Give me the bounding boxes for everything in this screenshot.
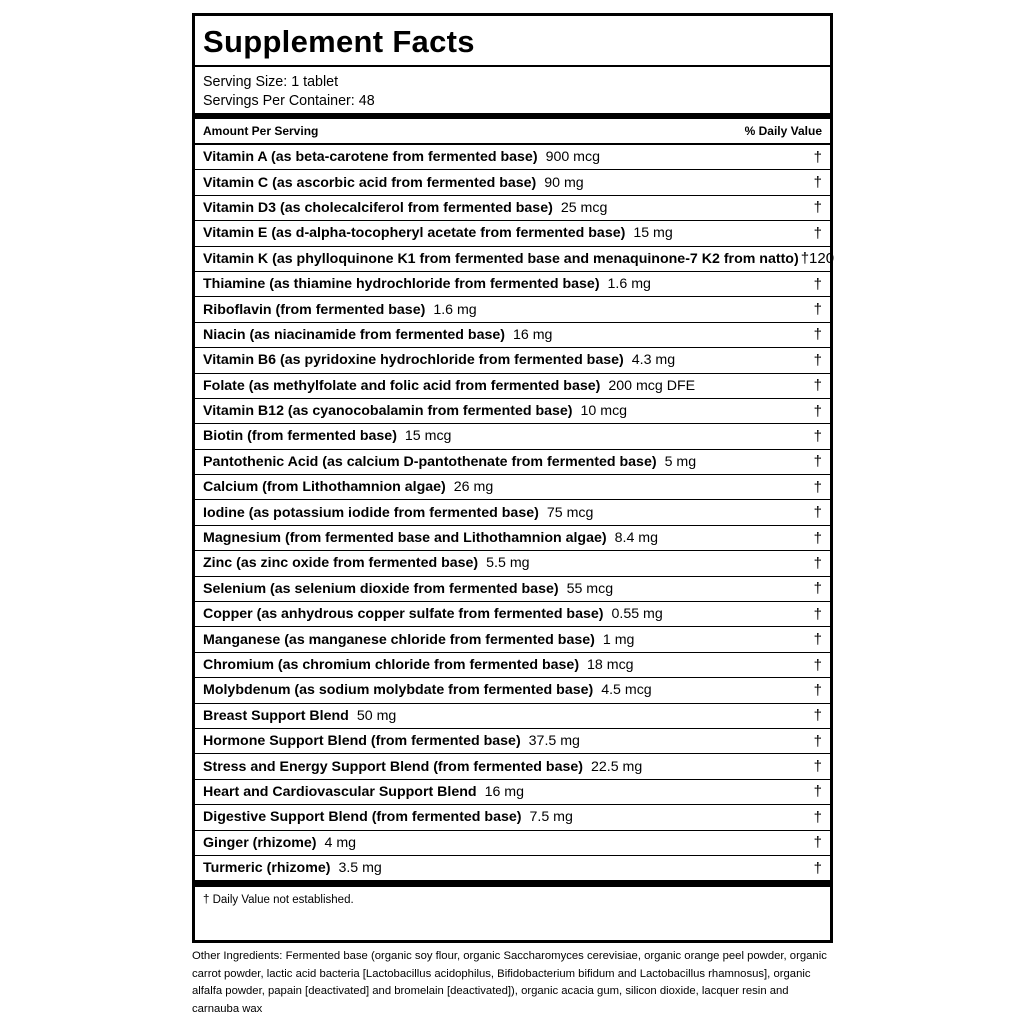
nutrient-daily-value: † bbox=[813, 174, 822, 192]
nutrient-name: Zinc (as zinc oxide from fermented base) bbox=[203, 555, 479, 572]
nutrient-name: Vitamin E (as d-alpha-tocopheryl acetate from fermented base) bbox=[203, 225, 626, 242]
nutrient-amount: 5.5 mg bbox=[486, 555, 530, 572]
nutrient-name: Vitamin D3 (as cholecalciferol from fermented base) bbox=[203, 199, 553, 216]
nutrient-amount: 16 mg bbox=[512, 326, 553, 343]
nutrient-list bbox=[195, 145, 835, 881]
nutrient-row bbox=[195, 170, 830, 195]
nutrient-name: Thiamine (as thiamine hydrochloride from fermented base) bbox=[203, 276, 600, 293]
nutrient-amount: 15 mg bbox=[633, 225, 673, 242]
nutrient-name: Vitamin C (as ascorbic acid from fermented base) bbox=[203, 174, 537, 191]
nutrient-daily-value: † bbox=[813, 402, 822, 420]
nutrient-row bbox=[195, 475, 830, 500]
nutrient-name: Chromium (as chromium chloride from fermented base) bbox=[203, 657, 580, 673]
nutrient-row bbox=[195, 627, 830, 652]
nutrient-name: Niacin (as niacinamide from fermented base) bbox=[203, 326, 505, 343]
nutrient-row bbox=[195, 196, 830, 221]
nutrient-daily-value: †120 bbox=[800, 250, 835, 268]
nutrient-row bbox=[195, 272, 830, 297]
nutrient-daily-value: † bbox=[813, 224, 822, 242]
nutrient-name: Calcium (from Lithothamnion algae) bbox=[203, 479, 446, 496]
nutrient-row bbox=[195, 297, 830, 322]
nutrient-daily-value: † bbox=[813, 631, 822, 649]
nutrient-daily-value: † bbox=[813, 529, 822, 547]
nutrient-daily-value: † bbox=[813, 681, 822, 699]
nutrient-daily-value: † bbox=[813, 148, 822, 166]
nutrient-daily-value: † bbox=[813, 554, 822, 572]
nutrient-name: Iodine (as potassium iodide from fermented base) bbox=[203, 504, 539, 521]
other-ingredients: Other Ingredients: Fermented base (organic soy flour, organic Saccharomyces cerevisiae, organic orange peel powder, organic carrot powder, lactic acid bacteria [Lactobacillus acidophilus, Bifidobacterium bifidum and Lactobacillus rhamnosus], organic alfalfa powder, papain [deactivated] and bromelain [deactivated]), organic acacia gum, silicon dioxide, lacquer resin and carnauba wax bbox=[192, 950, 827, 1015]
nutrient-daily-value: † bbox=[813, 351, 822, 369]
nutrient-amount: 25 mcg bbox=[560, 199, 608, 216]
nutrient-daily-value: † bbox=[813, 275, 822, 293]
nutrient-name: Magnesium (from fermented base and Lithothamnion algae) bbox=[203, 530, 607, 547]
nutrient-name: Selenium (as selenium dioxide from fermented base) bbox=[203, 580, 559, 597]
nutrient-name: Digestive Support Blend (from fermented base) bbox=[203, 809, 522, 826]
nutrient-daily-value: † bbox=[813, 326, 822, 344]
nutrient-amount: 7.5 mg bbox=[529, 809, 573, 826]
nutrient-row bbox=[195, 704, 830, 729]
nutrient-row bbox=[195, 856, 830, 881]
nutrient-daily-value: † bbox=[813, 707, 822, 725]
nutrient-amount: 15 mcg bbox=[404, 428, 452, 445]
daily-value-label: % Daily Value bbox=[744, 124, 822, 138]
nutrient-row bbox=[195, 729, 830, 754]
servings-per-container: Servings Per Container: 48 bbox=[203, 93, 375, 109]
nutrient-daily-value: † bbox=[813, 301, 822, 319]
nutrient-row bbox=[195, 145, 830, 170]
nutrient-name: Stress and Energy Support Blend (from fermented base) bbox=[203, 758, 583, 775]
nutrient-row bbox=[195, 374, 830, 399]
nutrient-daily-value: † bbox=[813, 605, 822, 623]
nutrient-name: Hormone Support Blend (from fermented base) bbox=[203, 733, 521, 750]
nutrient-amount: 4.3 mg bbox=[631, 352, 676, 369]
nutrient-amount: 55 mcg bbox=[566, 580, 614, 597]
serving-size: Serving Size: 1 tablet bbox=[203, 74, 339, 90]
nutrient-name: Turmeric (rhizome) bbox=[203, 860, 331, 877]
nutrient-row bbox=[195, 653, 830, 678]
nutrient-amount: 1.6 mg bbox=[607, 276, 651, 293]
nutrient-daily-value: † bbox=[813, 580, 822, 598]
nutrient-amount: 1.6 mg bbox=[433, 301, 477, 318]
nutrient-row bbox=[195, 678, 830, 703]
nutrient-amount: 900 mcg bbox=[545, 149, 600, 166]
nutrient-amount: 4.5 mcg bbox=[601, 682, 652, 699]
nutrient-amount: 0.55 mg bbox=[611, 606, 663, 623]
nutrient-amount: 200 mcg DFE bbox=[608, 377, 696, 394]
nutrient-name: Folate (as methylfolate and folic acid from fermented base) bbox=[203, 377, 601, 394]
nutrient-name: Vitamin B12 (as cyanocobalamin from fermented base) bbox=[203, 403, 573, 420]
nutrient-row bbox=[195, 805, 830, 830]
nutrient-name: Vitamin B6 (as pyridoxine hydrochloride from fermented base) bbox=[203, 352, 624, 369]
nutrient-amount: 4 mg bbox=[324, 834, 357, 851]
nutrient-row bbox=[195, 221, 830, 246]
serving-info bbox=[195, 67, 830, 113]
nutrient-daily-value: † bbox=[813, 504, 822, 522]
nutrient-daily-value: † bbox=[813, 453, 822, 471]
nutrient-daily-value: † bbox=[813, 377, 822, 395]
title-row bbox=[195, 16, 830, 67]
nutrient-row bbox=[195, 323, 830, 348]
nutrient-row bbox=[195, 577, 830, 602]
nutrient-amount: 37.5 mg bbox=[528, 733, 580, 750]
nutrient-name: Molybdenum (as sodium molybdate from fermented base) bbox=[203, 682, 594, 699]
nutrient-name: Riboflavin (from fermented base) bbox=[203, 301, 426, 318]
nutrient-row bbox=[195, 247, 835, 272]
nutrient-name: Biotin (from fermented base) bbox=[203, 428, 397, 445]
nutrient-daily-value: † bbox=[813, 732, 822, 750]
nutrient-row bbox=[195, 348, 830, 373]
nutrient-row bbox=[195, 424, 830, 449]
nutrient-name: Vitamin A (as beta-carotene from fermented base) bbox=[203, 149, 538, 166]
nutrient-amount: 75 mcg bbox=[546, 504, 594, 521]
nutrient-row bbox=[195, 500, 830, 525]
nutrient-row bbox=[195, 754, 830, 779]
nutrient-daily-value: † bbox=[813, 758, 822, 776]
nutrient-row bbox=[195, 450, 830, 475]
nutrient-amount: 8.4 mg bbox=[614, 530, 658, 547]
nutrient-row bbox=[195, 551, 830, 576]
nutrient-name: Vitamin K (as phylloquinone K1 from fermented base and menaquinone-7 K2 from natto) bbox=[203, 250, 799, 267]
nutrient-daily-value: † bbox=[813, 427, 822, 445]
nutrient-amount: 50 mg bbox=[356, 707, 397, 724]
nutrient-daily-value: † bbox=[813, 199, 822, 217]
nutrient-amount: 5 mg bbox=[664, 453, 697, 470]
nutrient-daily-value: † bbox=[813, 859, 822, 877]
nutrient-row bbox=[195, 526, 830, 551]
nutrient-row bbox=[195, 780, 830, 805]
nutrient-amount: 26 mg bbox=[453, 479, 494, 496]
column-header-row bbox=[195, 119, 830, 145]
nutrient-amount: 1 mg bbox=[602, 631, 635, 648]
footnote: † Daily Value not established. bbox=[203, 894, 354, 907]
nutrient-daily-value: † bbox=[813, 656, 822, 674]
nutrient-daily-value: † bbox=[813, 478, 822, 496]
nutrient-row bbox=[195, 399, 830, 424]
nutrient-amount: 10 mcg bbox=[580, 403, 628, 420]
nutrient-name: Heart and Cardiovascular Support Blend bbox=[203, 783, 477, 800]
nutrient-row bbox=[195, 602, 830, 627]
nutrient-name: Ginger (rhizome) bbox=[203, 834, 317, 851]
nutrient-amount: 22.5 mg bbox=[590, 758, 643, 775]
nutrient-daily-value: † bbox=[813, 808, 822, 826]
nutrient-daily-value: † bbox=[813, 783, 822, 801]
nutrient-name: Breast Support Blend bbox=[203, 707, 349, 724]
nutrient-daily-value: † bbox=[813, 834, 822, 852]
nutrient-row bbox=[195, 831, 830, 856]
amount-per-serving-label: Amount Per Serving bbox=[203, 124, 319, 138]
nutrient-amount: 18 mcg bbox=[587, 657, 634, 673]
nutrient-name: Pantothenic Acid (as calcium D-pantothenate from fermented base) bbox=[203, 453, 657, 470]
supplement-facts-panel bbox=[192, 13, 833, 943]
nutrient-amount: 90 mg bbox=[544, 174, 584, 191]
nutrient-name: Manganese (as manganese chloride from fermented base) bbox=[203, 631, 595, 648]
nutrient-name: Copper (as anhydrous copper sulfate from fermented base) bbox=[203, 606, 604, 623]
nutrient-amount: 16 mg bbox=[484, 783, 524, 800]
nutrient-amount: 3.5 mg bbox=[338, 860, 382, 877]
panel-title: Supplement Facts bbox=[203, 23, 475, 59]
